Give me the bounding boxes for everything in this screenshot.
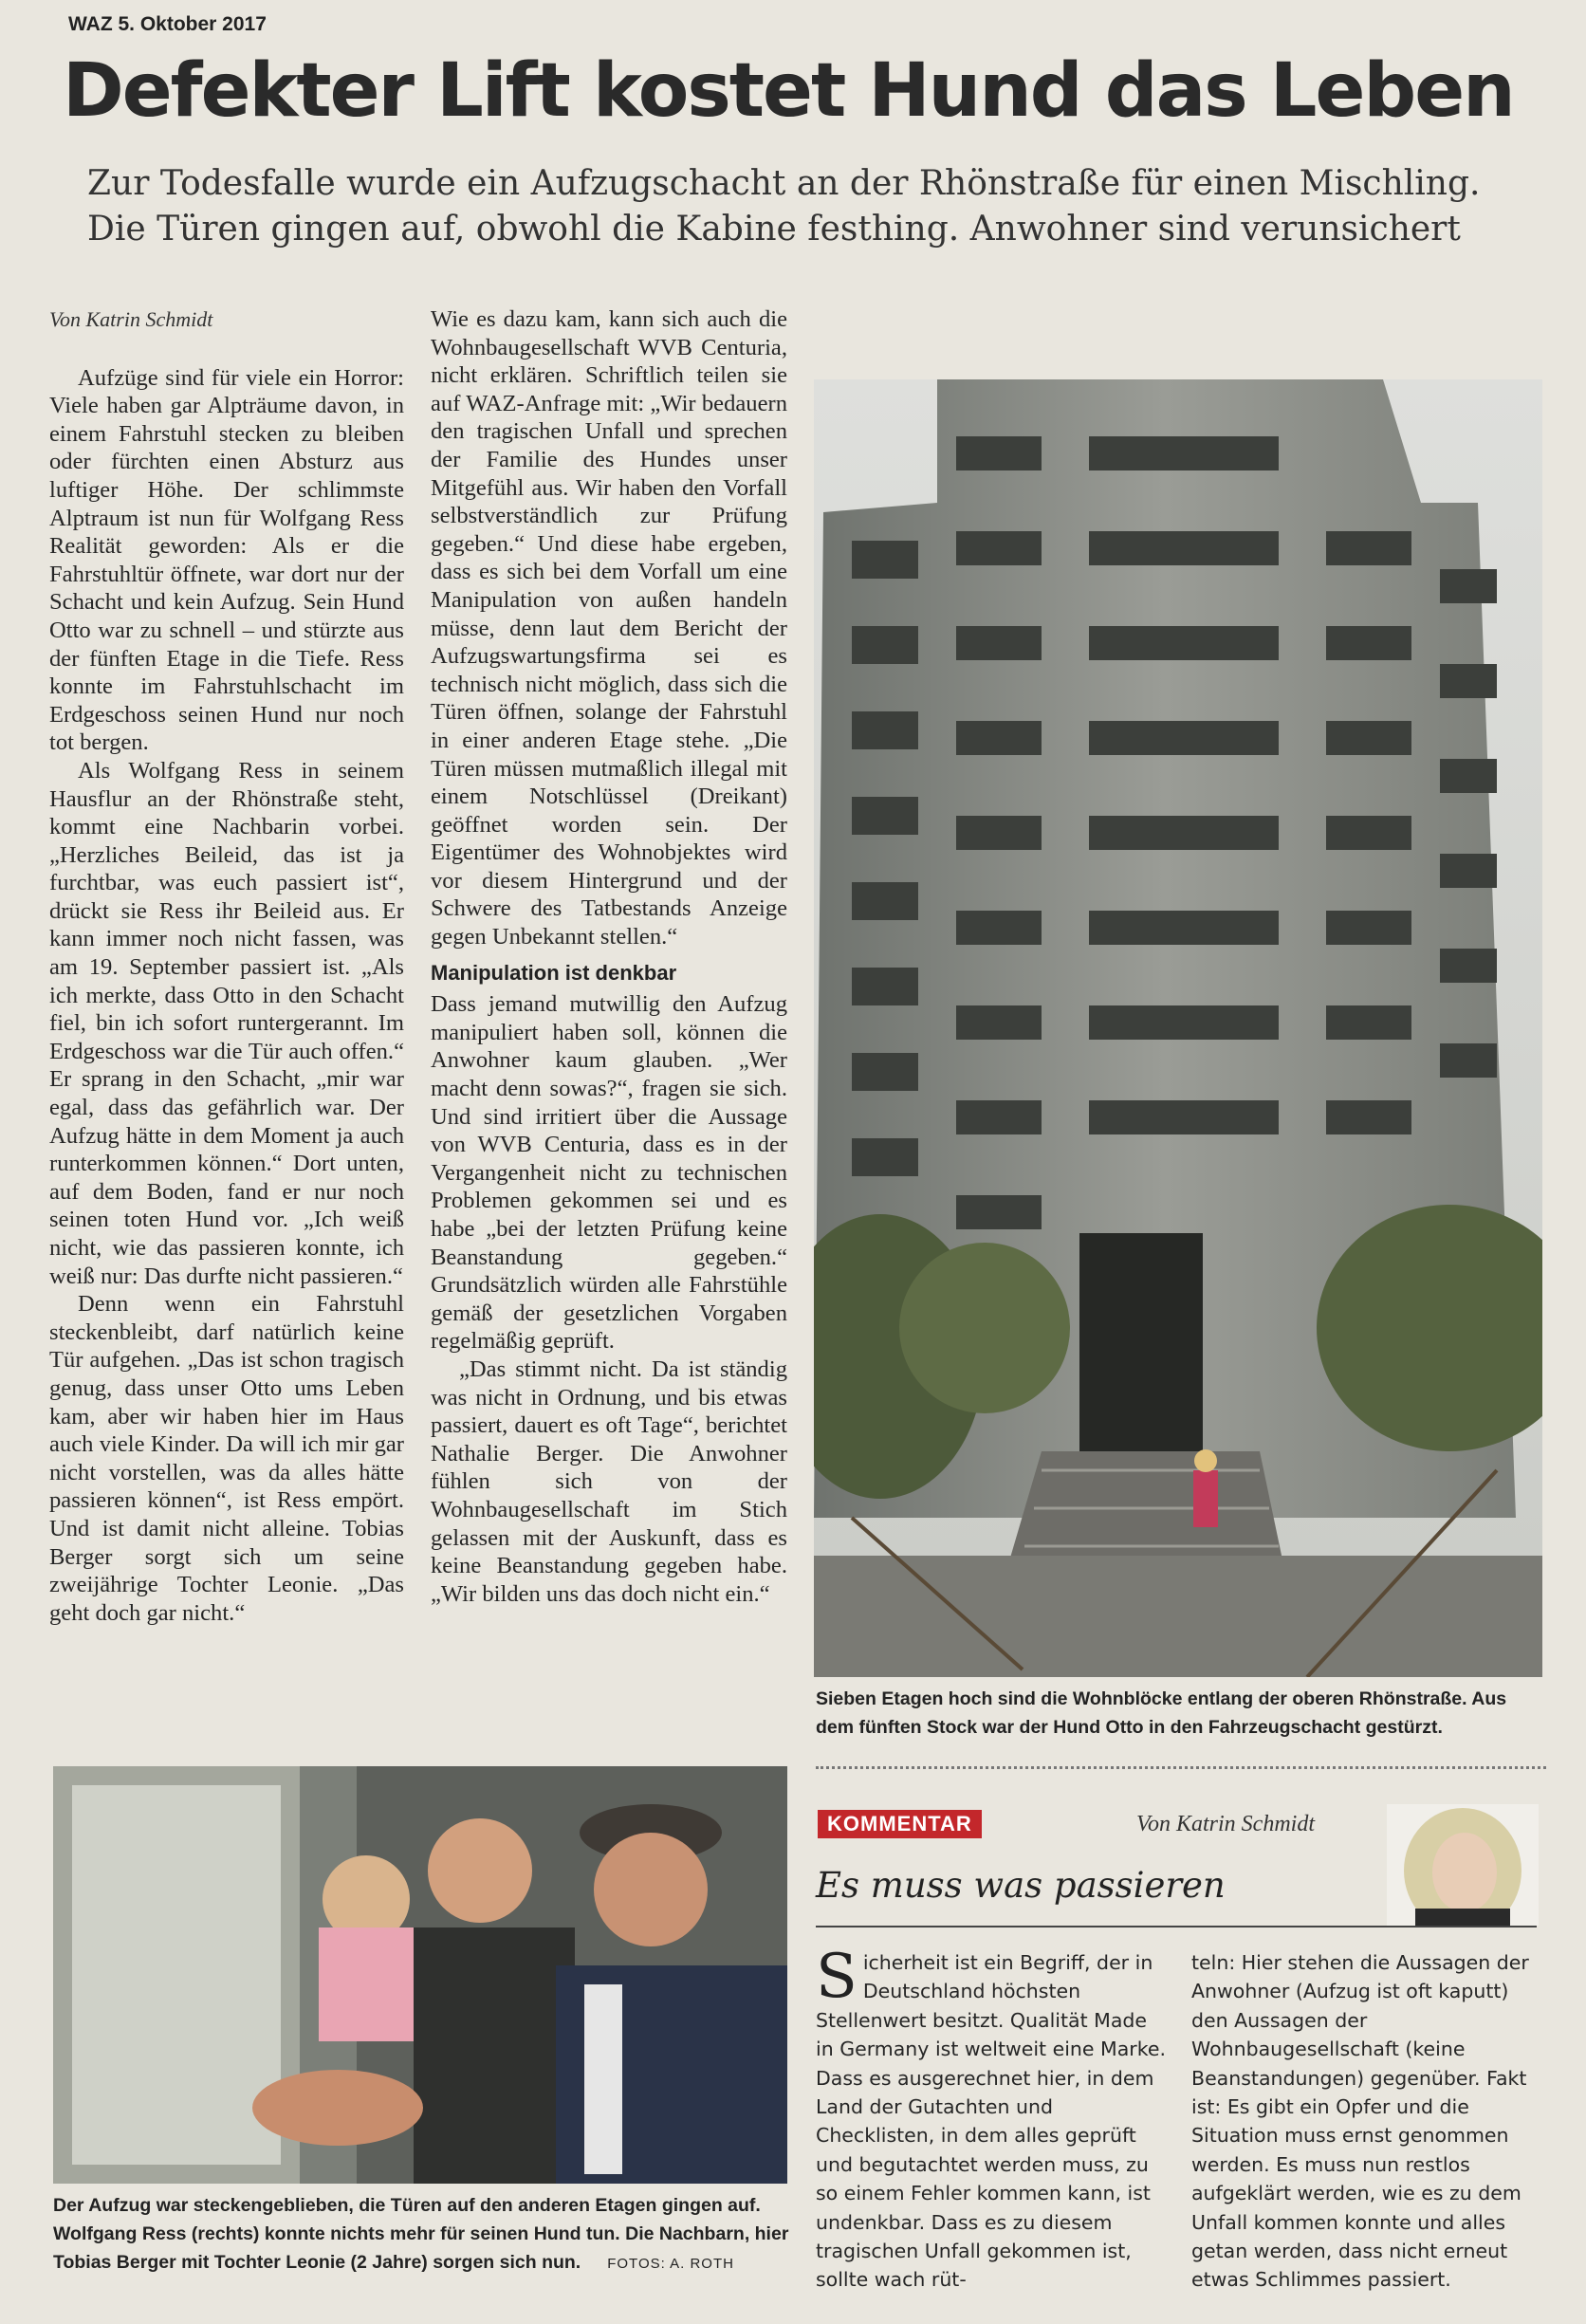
kommentar-badge: KOMMENTAR xyxy=(818,1810,982,1838)
kommentar-column-1 xyxy=(816,1942,1167,2295)
subhead xyxy=(87,161,1548,252)
article-paragraph: Dass jemand mutwillig den Aufzug manipuliert haben soll, können die Anwohner kaum glauben. „Wer macht denn sowas?“, fragen sie sich. Und sind irritiert über die Aussage von WVB Centuria, dass es in der Vergangenheit nicht zu technischen Problemen gekommen sei und es habe „bei der letzten Prüfung keine Beanstandung gegeben.“ Grundsätzlich würden alle Fahrstühle gemäß der gesetzlichen Vorgaben regelmäßig geprüft. xyxy=(431,991,787,1355)
section-divider xyxy=(816,1766,1546,1769)
kommentar-paragraph xyxy=(816,1942,1167,2295)
article-paragraph: Als Wolfgang Ress in seinem Hausflur an der Rhönstraße steht, kommt eine Nachbarin vorbei. „Herzliches Beileid, das ist ja furchtbar, was euch passiert ist“, drückt sie Ress ihr Beileid aus. Er kann immer noch nicht fassen, was am 19. September passiert ist. „Als ich merkte, dass Otto in den Schacht fiel, bin ich sofort runtergerannt. Im Erdgeschoss war die Tür auch offen.“ Er sprang in den Schacht, „mir war egal, dass das gefährlich war. Der Aufzug hätte in dem Moment ja auch runterkommen können.“ Dort unten, auf dem Boden, fand er nur noch seinen toten Hund vor. „Ich weiß nicht, wie das passieren konnte, ich weiß nur: Das durfte nicht passieren.“ xyxy=(49,757,404,1289)
kommentar-rule xyxy=(816,1926,1537,1927)
building-photo xyxy=(814,379,1542,1677)
subhead-line-2: Die Türen gingen auf, obwohl die Kabine festhing. Anwohner sind verunsichert xyxy=(87,210,1461,249)
article-column-2 xyxy=(431,305,787,1608)
author-portrait xyxy=(1387,1804,1539,1926)
article-paragraph: „Das stimmt nicht. Da ist ständig was nicht in Ordnung, und bis etwas passiert, dauert es oft Tage“, berichtet Nathalie Berger. Die Anwohner fühlen sich von der Wohnbaugesellschaft im Stich gelassen mit der Auskunft, dass es keine Beanstandung gegeben habe. „Wir bilden uns das doch nicht ein.“ xyxy=(431,1356,787,1607)
author-portrait-image xyxy=(1387,1804,1539,1926)
kommentar-text-1: icherheit ist ein Begriff, der in Deutschland höchsten Stellenwert besitzt. Qualität Made in Germany ist weltweit eine Marke. Dass es ausgerechnet hier, in dem Land der Gutachten und Checklisten, in dem alles geprüft und begutachtet werden muss, zu so einem Fehler kommen kann, ist undenkbar. Dass es zu diesem tragischen Unfall gekommen ist, sollte wach rüt- xyxy=(816,1951,1166,2292)
building-photo-caption: Sieben Etagen hoch sind die Wohnblöcke entlang der oberen Rhönstraße. Aus dem fünften Stock war der Hund Otto in den Fahrzeugschacht gestürzt. xyxy=(816,1688,1507,1738)
kommentar-column-2 xyxy=(1191,1948,1542,2295)
people-photo xyxy=(53,1766,787,2184)
photo-credit: FOTOS: A. ROTH xyxy=(607,2256,734,2272)
kommentar-byline: Von Katrin Schmidt xyxy=(1136,1812,1316,1836)
people-photo-image xyxy=(53,1766,787,2184)
article-byline: Von Katrin Schmidt xyxy=(49,307,213,331)
article-subtitle: Manipulation ist denkbar xyxy=(431,960,677,985)
headline: Defekter Lift kostet Hund das Leben xyxy=(63,48,1514,134)
article-paragraph: Wie es dazu kam, kann sich auch die Wohnbaugesellschaft WVB Centuria, nicht erklären. Schriftlich teilen sie auf WAZ-Anfrage mit: „Wir bedauern den tragischen Unfall und sprechen der Familie des Hundes unser Mitgefühl aus. Wir haben den Vorfall selbstverständlich zur Prüfung gegeben.“ Und diese habe ergeben, dass es sich bei dem Vorfall um eine Manipulation von außen handeln müsse, denn laut dem Bericht der Aufzugswartungsfirma sei es technisch nicht möglich, dass sich die Türen öffnen, solange der Fahrstuhl in einer anderen Etage stehe. „Die Türen müssen mutmaßlich illegal mit einem Notschlüssel (Dreikant) geöffnet worden sein. Der Eigentümer des Wohnobjektes wird vor diesem Hintergrund und der Schwere des Tatbestands Anzeige gegen Unbekannt stellen.“ xyxy=(431,306,787,950)
people-caption-text: Der Aufzug war steckengeblieben, die Türen auf den anderen Etagen gingen auf. Wolfgang Ress (rechts) konnte nichts mehr für seinen Hund tun. Die Nachbarn, hier Tobias Berger mit Tochter Leonie (2 Jahre) sorgen sich nun. xyxy=(53,2195,789,2273)
article-paragraph: Aufzüge sind für viele ein Horror: Viele haben gar Alpträume davon, in einem Fahrstuhl stecken zu bleiben oder fürchten einen Absturz aus luftiger Höhe. Der schlimmste Alptraum ist nun für Wolfgang Ress Realität geworden: Als er die Fahrstuhltür öffnete, war dort nur der Schacht und kein Aufzug. Sein Hund Otto war zu schnell – und stürzte aus der fünften Etage in die Tiefe. Ress konnte im Fahrstuhlschacht im Erdgeschoss seinen Hund nur noch tot bergen. xyxy=(49,364,404,756)
source-line: WAZ 5. Oktober 2017 xyxy=(68,13,267,35)
article-paragraph: Denn wenn ein Fahrstuhl steckenbleibt, darf natürlich keine Tür aufgehen. „Das ist schon tragisch genug, dass unser Otto ums Leben kam, aber wir haben hier im Haus auch viele Kinder. Da will ich mir gar nicht vorstellen, was da alles hätte passieren können“, ist Ress empört. Und ist damit nicht alleine. Tobias Berger sorgt sich um seine zweijährige Tochter Leonie. „Das geht doch gar nicht.“ xyxy=(49,1291,404,1626)
people-photo-caption xyxy=(53,2191,802,2278)
article-column-1 xyxy=(49,305,404,1627)
kommentar-dropcap: S xyxy=(816,1942,858,2012)
subhead-line-1: Zur Todesfalle wurde ein Aufzugschacht an der Rhönstraße für einen Mischling. xyxy=(87,164,1481,203)
building-photo-image xyxy=(814,379,1542,1677)
kommentar-title: Es muss was passieren xyxy=(816,1865,1226,1906)
kommentar-text-2: teln: Hier stehen die Aussagen der Anwohner (Aufzug ist oft kaputt) den Aussagen der Wohnbaugesellschaft (keine Beanstandungen) gegenüber. Fakt ist: Es gibt ein Opfer und die Situation muss ernst genommen werden. Es muss nun restlos aufgeklärt werden, wie es zu dem Unfall kommen konnte und alles getan werden, dass nicht erneut etwas Schlimmes passiert. xyxy=(1191,1951,1529,2292)
